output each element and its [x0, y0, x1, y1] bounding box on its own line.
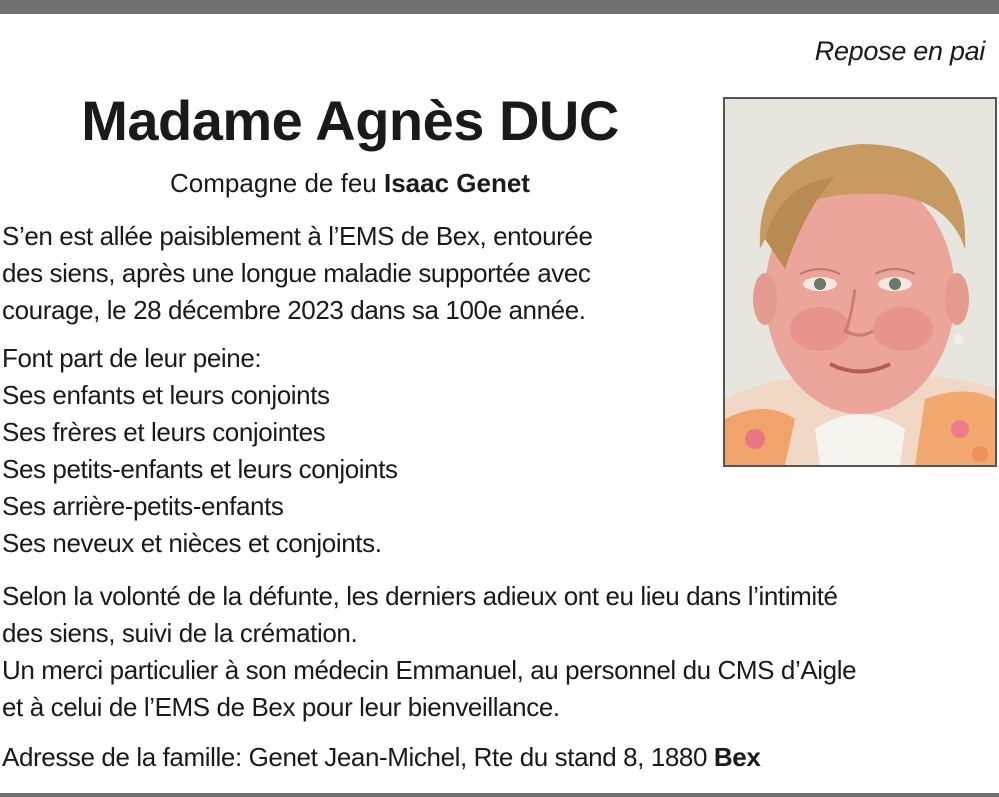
intro-line: des siens, après une longue maladie supportée avec — [2, 258, 591, 288]
companion-line — [0, 168, 700, 199]
family-line: Ses neveux et nièces et conjoints. — [2, 528, 382, 558]
family-line: Ses frères et leurs conjointes — [2, 417, 326, 447]
family-address — [2, 739, 760, 776]
top-rule — [0, 0, 999, 14]
motto: Repose en pai — [814, 36, 985, 66]
deceased-name: Madame Agnès DUC — [81, 89, 619, 152]
companion-prefix: Compagne de feu — [170, 168, 384, 198]
closing-line: Selon la volonté de la défunte, les derniers adieux ont eu lieu dans l’intimité — [2, 581, 838, 611]
closing-line: Un merci particulier à son médecin Emmanuel, au personnel du CMS d’Aigle — [2, 655, 857, 685]
family-line: Ses petits-enfants et leurs conjoints — [2, 454, 398, 484]
portrait-photo — [723, 97, 997, 467]
closing-line: et à celui de l’EMS de Bex pour leur bienveillance. — [2, 692, 560, 722]
companion-name: Isaac Genet — [383, 168, 530, 198]
closing-line: des siens, suivi de la crémation. — [2, 618, 358, 648]
portrait-image — [725, 99, 995, 465]
family-line: Ses enfants et leurs conjoints — [2, 380, 330, 410]
intro-paragraph — [2, 218, 593, 329]
intro-line: S’en est allée paisiblement à l’EMS de Bex, entourée — [2, 221, 593, 251]
address-text: Adresse de la famille: Genet Jean-Michel, Rte du stand 8, 1880 — [2, 742, 714, 772]
intro-line: courage, le 28 décembre 2023 dans sa 100e année. — [2, 295, 586, 325]
family-line: Ses arrière-petits-enfants — [2, 491, 284, 521]
family-line: Font part de leur peine: — [2, 343, 262, 373]
closing-paragraph — [2, 578, 856, 726]
family-list — [2, 340, 398, 562]
bottom-rule — [0, 793, 999, 797]
address-town: Bex — [713, 742, 761, 772]
